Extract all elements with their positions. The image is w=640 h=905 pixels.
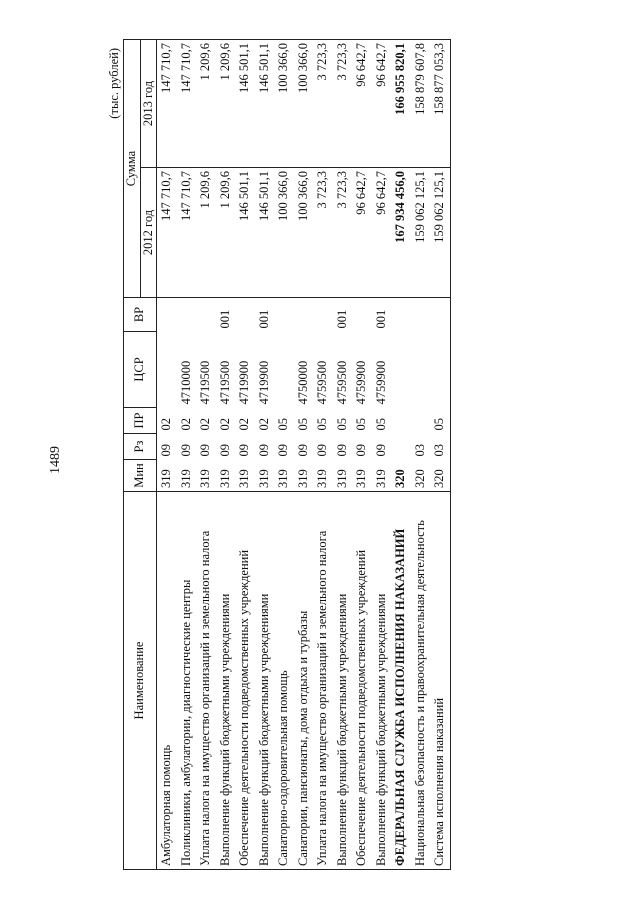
row-name: Амбулаторная помощь (157, 492, 177, 870)
row-name: Выполнение функций бюджетными учреждениями (372, 492, 392, 870)
col-vr-header: ВР (124, 298, 157, 332)
row-rz: 09 (237, 444, 251, 457)
row-csr (411, 332, 431, 408)
row-value-2013: 100 366,0 (294, 40, 314, 168)
col-2013-header: 2013 год (140, 40, 157, 168)
row-rz (391, 434, 411, 460)
row-value-2013: 158 879 607,8 (411, 40, 431, 168)
row-pr: 05 (334, 418, 349, 431)
row-csr: 4759900 (373, 360, 388, 405)
units-label: (тыс. рублей) (107, 48, 121, 119)
row-csr: 4710000 (178, 360, 193, 405)
row-pr (391, 408, 411, 434)
row-vr: 001 (216, 298, 236, 332)
table-header (124, 40, 157, 870)
row-pr: 02 (198, 418, 212, 431)
row-min: 319 (159, 469, 173, 488)
row-vr (411, 298, 431, 332)
row-value-2013: 3 723,3 (313, 40, 333, 168)
row-min: 319 (198, 469, 212, 488)
row-pr: 05 (430, 408, 450, 434)
row-value-2012: 159 062 125,1 (430, 168, 450, 298)
table-row (157, 40, 177, 870)
budget-table (123, 39, 451, 870)
row-vr: 001 (333, 298, 353, 332)
row-value-2013: 3 723,3 (333, 40, 353, 168)
row-name: Обеспечение деятельности подведомственных учреждений (235, 492, 255, 870)
row-pr: 05 (373, 418, 388, 431)
row-value-2012: 3 723,3 (333, 168, 353, 298)
row-value-2012: 96 642,7 (352, 168, 372, 298)
row-vr: 001 (255, 298, 275, 332)
row-min: 319 (354, 469, 368, 488)
row-pr: 02 (178, 418, 193, 431)
row-value-2013: 147 710,7 (157, 40, 177, 168)
row-name: Уплата налога на имущество организаций и земельного налога (196, 492, 216, 870)
row-min: 319 (237, 469, 251, 488)
row-value-2013: 146 501,1 (235, 40, 255, 168)
table-row (235, 40, 255, 870)
row-min: 319 (295, 469, 310, 488)
row-vr (391, 298, 411, 332)
row-value-2013: 166 955 820,1 (391, 40, 411, 168)
col-sum-header: Сумма (124, 40, 141, 298)
row-rz: 09 (276, 444, 290, 457)
table-row (196, 40, 216, 870)
row-min: 320 (430, 460, 450, 492)
row-name: Санатории, пансионаты, дома отдыха и турбазы (294, 492, 314, 870)
row-pr: 05 (315, 418, 329, 431)
row-rz: 09 (295, 444, 310, 457)
table-row (430, 40, 450, 870)
row-min: 319 (334, 469, 349, 488)
row-rz: 09 (354, 444, 368, 457)
row-rz: 09 (256, 444, 271, 457)
row-csr (430, 332, 450, 408)
table-row (255, 40, 275, 870)
row-vr (430, 298, 450, 332)
table-row (372, 40, 392, 870)
row-rz: 09 (373, 444, 388, 457)
row-csr: 4759500 (334, 360, 349, 405)
row-pr: 05 (276, 418, 290, 431)
row-rz: 09 (315, 444, 329, 457)
row-pr: 05 (354, 418, 368, 431)
row-csr: 4750000 (295, 360, 310, 405)
row-pr (411, 408, 431, 434)
row-name: Уплата налога на имущество организаций и земельного налога (313, 492, 333, 870)
row-name: Выполнение функций бюджетными учреждениями (216, 492, 236, 870)
row-value-2013: 146 501,1 (255, 40, 275, 168)
table-row (216, 40, 236, 870)
row-csr: 4719900 (256, 360, 271, 405)
row-rz: 09 (178, 444, 193, 457)
row-csr (274, 332, 294, 408)
row-vr (235, 298, 255, 332)
row-vr (274, 298, 294, 332)
row-value-2013: 100 366,0 (274, 40, 294, 168)
row-value-2012: 96 642,7 (372, 168, 392, 298)
row-value-2013: 147 710,7 (177, 40, 197, 168)
table-row (352, 40, 372, 870)
col-rz-header: Рз (124, 434, 157, 460)
row-name: ФЕДЕРАЛЬНАЯ СЛУЖБА ИСПОЛНЕНИЯ НАКАЗАНИЙ (391, 492, 411, 870)
col-pr-header: ПР (124, 408, 157, 434)
col-2012-header: 2012 год (140, 168, 157, 298)
row-vr (157, 298, 177, 332)
page-number: 1489 (48, 446, 63, 474)
row-min: 319 (315, 469, 329, 488)
row-value-2012: 3 723,3 (313, 168, 333, 298)
table-row (313, 40, 333, 870)
row-rz: 09 (217, 444, 232, 457)
table-body (157, 40, 451, 870)
row-rz: 03 (412, 444, 427, 457)
col-name-header: Наименование (124, 492, 157, 870)
row-csr: 4719500 (198, 360, 212, 405)
row-value-2012: 100 366,0 (294, 168, 314, 298)
row-value-2012: 100 366,0 (274, 168, 294, 298)
row-vr (313, 298, 333, 332)
row-min: 319 (256, 469, 271, 488)
row-name: Обеспечение деятельности подведомственных учреждений (352, 492, 372, 870)
row-value-2012: 147 710,7 (157, 168, 177, 298)
table-row (274, 40, 294, 870)
row-csr: 4719900 (237, 360, 251, 405)
row-value-2012: 159 062 125,1 (411, 168, 431, 298)
table-row (177, 40, 197, 870)
row-name: Санаторно-оздоровительная помощь (274, 492, 294, 870)
row-name: Выполнение функций бюджетными учреждениями (333, 492, 353, 870)
row-pr: 05 (295, 418, 310, 431)
row-csr: 4759900 (354, 360, 368, 405)
row-pr: 02 (237, 418, 251, 431)
row-rz: 09 (334, 444, 349, 457)
row-csr (157, 332, 177, 408)
row-vr: 001 (372, 298, 392, 332)
row-value-2013: 158 877 053,3 (430, 40, 450, 168)
row-pr: 02 (217, 418, 232, 431)
col-csr-header: ЦСР (124, 332, 157, 408)
row-value-2012: 147 710,7 (177, 168, 197, 298)
row-name: Поликлиники, амбулатории, диагностические центры (177, 492, 197, 870)
row-rz: 09 (159, 444, 173, 457)
row-value-2012: 146 501,1 (255, 168, 275, 298)
row-value-2013: 96 642,7 (352, 40, 372, 168)
rotated-page (107, 40, 597, 870)
row-name: Система исполнения наказаний (430, 492, 450, 870)
row-rz: 09 (198, 444, 212, 457)
row-csr (391, 332, 411, 408)
row-min: 319 (276, 469, 290, 488)
table-row (333, 40, 353, 870)
row-value-2013: 1 209,6 (216, 40, 236, 168)
row-value-2012: 146 501,1 (235, 168, 255, 298)
row-csr: 4719500 (217, 360, 232, 405)
row-vr (196, 298, 216, 332)
row-pr: 02 (256, 418, 271, 431)
row-min: 319 (178, 469, 193, 488)
row-name: Выполнение функций бюджетными учреждениями (255, 492, 275, 870)
row-value-2013: 96 642,7 (372, 40, 392, 168)
row-vr (352, 298, 372, 332)
row-value-2012: 167 934 456,0 (391, 168, 411, 298)
row-min: 319 (373, 469, 388, 488)
row-value-2012: 1 209,6 (196, 168, 216, 298)
table-row (294, 40, 314, 870)
row-csr: 4759500 (315, 360, 329, 405)
col-min-header: Мин (124, 460, 157, 492)
row-vr (294, 298, 314, 332)
row-min: 320 (393, 469, 407, 488)
row-value-2012: 1 209,6 (216, 168, 236, 298)
row-rz: 03 (430, 434, 450, 460)
table-row (391, 40, 411, 870)
row-vr (177, 298, 197, 332)
table-row (411, 40, 431, 870)
row-value-2013: 1 209,6 (196, 40, 216, 168)
row-name: Национальная безопасность и правоохранительная деятельность (411, 492, 431, 870)
row-min: 320 (412, 469, 427, 488)
row-pr: 02 (159, 418, 173, 431)
row-min: 319 (217, 469, 232, 488)
